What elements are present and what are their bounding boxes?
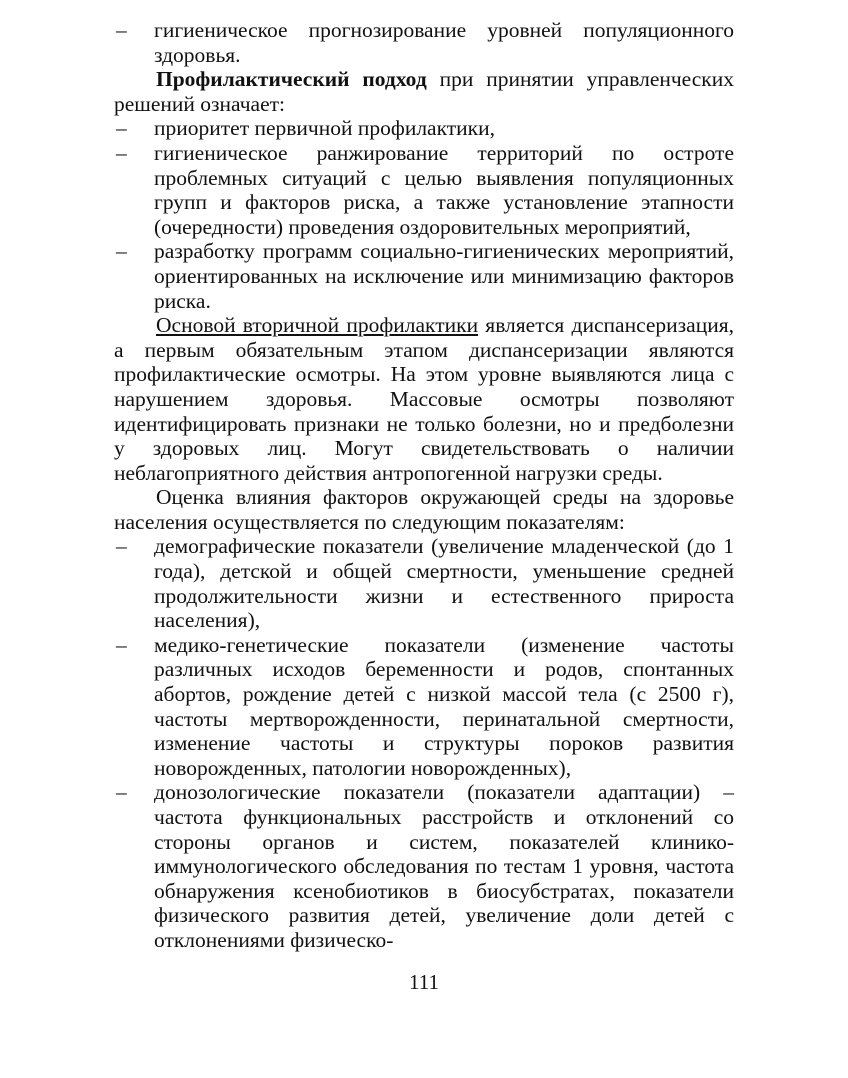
dash-marker: – xyxy=(116,534,127,559)
list-item xyxy=(114,239,734,313)
list-item xyxy=(114,534,734,632)
paragraph-secondary-prevention xyxy=(114,313,734,485)
list-item xyxy=(114,633,734,781)
list-item xyxy=(114,116,734,141)
dash-marker: – xyxy=(116,116,127,141)
dash-marker: – xyxy=(116,632,127,657)
list-item-text: медико-генетические показатели (изменение частоты различных исходов беременности и родов, спонтанных абортов, рождение детей с низкой массой тела (с 2500 г), частоты мертворожденности, перинатальной смертности, изменение частоты и структуры пороков развития новорожденных, патологии новорожденных), xyxy=(154,632,734,780)
paragraph-text: при принятии управленческих решений означает: xyxy=(114,67,735,116)
list-item-text: гигиеническое ранжирование территорий по остроте проблемных ситуаций с целью выявления популяционных групп и факторов риска, а также установление этапности (очередности) проведения оздоровительных мероприятий, xyxy=(154,140,734,239)
list-item-text: демографические показатели (увеличение младенческой (до 1 года), детской и общей смертности, уменьшение средней продолжительности жизни и естественного прироста населения), xyxy=(154,534,734,633)
list-item-text: приоритет первичной профилактики, xyxy=(154,116,495,141)
list-item xyxy=(114,780,734,952)
paragraph-prophylactic-approach xyxy=(114,67,734,116)
dash-marker: – xyxy=(116,239,127,264)
list-item-text: гигиеническое прогнозирование уровней популяционного здоровья. xyxy=(154,18,734,67)
underlined-term: Основой вторичной профилактики xyxy=(156,313,479,338)
dash-marker: – xyxy=(116,140,127,165)
page-body xyxy=(114,18,734,953)
paragraph-assessment: Оценка влияния факторов окружающей среды на здоровье населения осуществляется по следующим показателям: xyxy=(114,485,734,534)
dash-marker: – xyxy=(116,780,127,805)
list-item-text: разработку программ социально-гигиенических мероприятий, ориентированных на исключение или минимизацию факторов риска. xyxy=(154,239,734,313)
bold-term: Профилактический подход xyxy=(156,67,427,92)
page-number: 111 xyxy=(409,970,439,994)
list-item-text: донозологические показатели (показатели адаптации) – частота функциональных расстройств и отклонений со стороны органов и систем, показателей клинико-иммунологического обследования по тестам 1 уровня, частота обнаружения ксенобиотиков в биосубстратах, показатели физического развития детей, увеличение доли детей с отклонениями физическо- xyxy=(154,780,734,952)
list-item-prognoz xyxy=(114,18,734,67)
paragraph-text: является диспансеризация, а первым обязательным этапом диспансеризации являются профилактические осмотры. На этом уровне выявляются лица с нарушением здоровья. Массовые осмотры позволяют идентифицировать признаки не только болезни, но и предболезни у здоровых лиц. Могут свидетельствовать о наличии неблагоприятного действия антропогенной нагрузки среды. xyxy=(114,313,734,485)
dash-marker: – xyxy=(116,18,127,42)
list-item xyxy=(114,141,734,239)
